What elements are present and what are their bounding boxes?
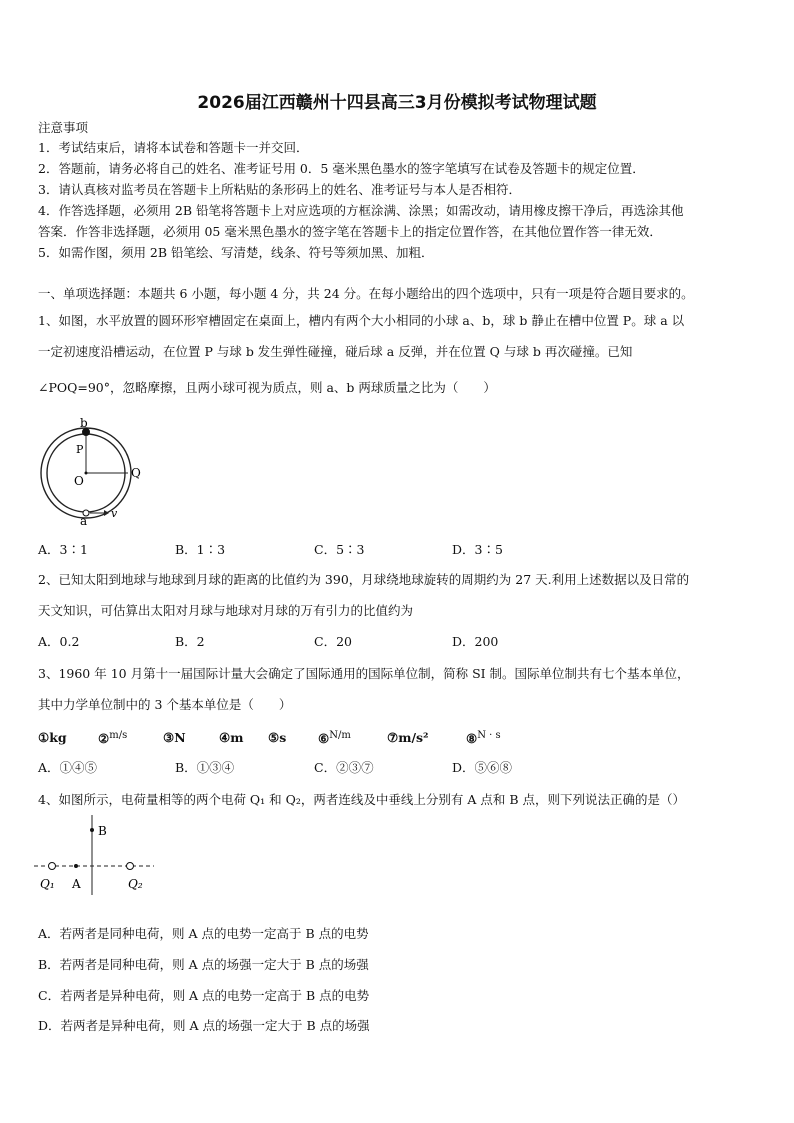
answer-option[interactable]: A．若两者是同种电荷，则 A 点的电势一定高于 B 点的电势 [38, 926, 369, 941]
unit-item: ②$^{m/s}$ [98, 730, 128, 747]
unit-item: ⑥$^{N/m}$ [318, 730, 351, 747]
answer-option[interactable]: D．3∶5 [452, 542, 503, 557]
answer-option[interactable]: C．20 [314, 634, 352, 649]
point-b [90, 828, 94, 832]
unit-item: ③N [163, 730, 186, 745]
answer-option[interactable]: B．2 [175, 634, 205, 649]
page-title: 2026届江西赣州十四县高三3月份模拟考试物理试题 [197, 93, 597, 113]
charges-figure [30, 815, 170, 895]
charge-q1 [49, 863, 56, 870]
answer-option[interactable]: B．①③④ [175, 760, 235, 775]
answer-option[interactable]: C．②③⑦ [314, 760, 374, 775]
question-1-text: 1、如图，水平放置的圆环形窄槽固定在桌面上，槽内有两个大小相同的小球 a、b，球 b 静止在槽中位置 P。球 a 以 [38, 313, 685, 328]
label-v: v [111, 507, 118, 520]
answer-option[interactable]: D．⑤⑥⑧ [452, 760, 513, 775]
question-1-text: 一定初速度沿槽运动，在位置 P 与球 b 发生弹性碰撞，碰后球 a 反弹，并在位置 Q 与球 b 再次碰撞。已知 [38, 344, 633, 359]
notice-item: 5．如需作图，须用 2B 铅笔绘、写清楚，线条、符号等须加黑、加粗． [38, 245, 434, 260]
label-b: B [98, 824, 107, 838]
velocity-arrowhead [104, 510, 109, 516]
question-2-text: 2、已知太阳到地球与地球到月球的距离的比值约为 390，月球绕地球旋转的周期约为 27 天.利用上述数据以及日常的 [38, 572, 690, 587]
unit-item: ④m [219, 730, 244, 745]
answer-option[interactable]: A．①④⑤ [38, 760, 98, 775]
question-2-text: 天文知识，可估算出太阳对月球与地球对月球的万有引力的比值约为 [38, 603, 414, 618]
label-a: a [80, 514, 88, 528]
answer-option[interactable]: A．3∶1 [38, 542, 88, 557]
answer-option[interactable]: B．1∶3 [175, 542, 226, 557]
center-dot [85, 472, 88, 475]
label-q: Q [131, 466, 141, 480]
charge-q2 [127, 863, 134, 870]
answer-option[interactable]: A．0.2 [38, 634, 80, 649]
answer-option[interactable]: B．若两者是同种电荷，则 A 点的场强一定大于 B 点的场强 [38, 957, 369, 972]
answer-option[interactable]: C．若两者是异种电荷，则 A 点的电势一定高于 B 点的电势 [38, 988, 370, 1003]
question-4-text: 4、如图所示，电荷量相等的两个电荷 Q₁ 和 Q₂，两者连线及中垂线上分别有 A 点和 B 点，则下列说法正确的是（） [38, 792, 685, 807]
answer-option[interactable]: C．5∶3 [314, 542, 365, 557]
label-o: O [74, 474, 84, 488]
label-p: P [76, 443, 84, 456]
notice-item: 答案．作答非选择题，必须用 05 毫米黑色墨水的签字笔在答题卡上的指定位置作答，在其他位置作答一律无效． [38, 224, 662, 239]
label-b: b [80, 416, 88, 430]
question-3-text: 其中力学单位制中的 3 个基本单位是（ ） [38, 697, 292, 712]
notice-item: 4．作答选择题，必须用 2B 铅笔将答题卡上对应选项的方框涂满、涂黑；如需改动，请用橡皮擦干净后，再选涂其他 [38, 203, 684, 218]
label-a: A [72, 877, 81, 891]
notice-heading: 注意事项 [38, 120, 89, 135]
notice-item: 3．请认真核对监考员在答题卡上所粘贴的条形码上的姓名、准考证号与本人是否相符． [38, 182, 521, 197]
answer-option[interactable]: D．200 [452, 634, 499, 649]
unit-item: ⑧$^{N \cdot s}$ [466, 730, 501, 747]
question-1-text: ∠POQ=90°，忽略摩擦，且两小球可视为质点，则 a、b 两球质量之比为（ ） [38, 380, 496, 395]
question-3-text: 3、1960 年 10 月第十一届国际计量大会确定了国际通用的国际单位制，简称 SI 制。国际单位制共有七个基本单位， [38, 666, 690, 681]
section-heading: 一、单项选择题：本题共 6 小题，每小题 4 分，共 24 分。在每小题给出的四个选项中，只有一项是符合题目要求的。 [38, 286, 694, 301]
answer-option[interactable]: D．若两者是异种电荷，则 A 点的场强一定大于 B 点的场强 [38, 1018, 370, 1033]
unit-item: ⑦m/s² [387, 730, 429, 745]
point-a [74, 864, 78, 868]
label-q2: Q₂ [128, 877, 143, 891]
unit-item: ①kg [38, 730, 67, 745]
unit-item: ⑤s [268, 730, 287, 745]
ring-groove-figure [30, 415, 150, 530]
label-q1: Q₁ [40, 877, 55, 891]
notice-item: 1．考试结束后，请将本试卷和答题卡一并交回． [38, 140, 309, 155]
notice-item: 2．答题前，请务必将自己的姓名、准考证号用 0．5 毫米黑色墨水的签字笔填写在试卷及答题卡的规定位置． [38, 161, 645, 176]
